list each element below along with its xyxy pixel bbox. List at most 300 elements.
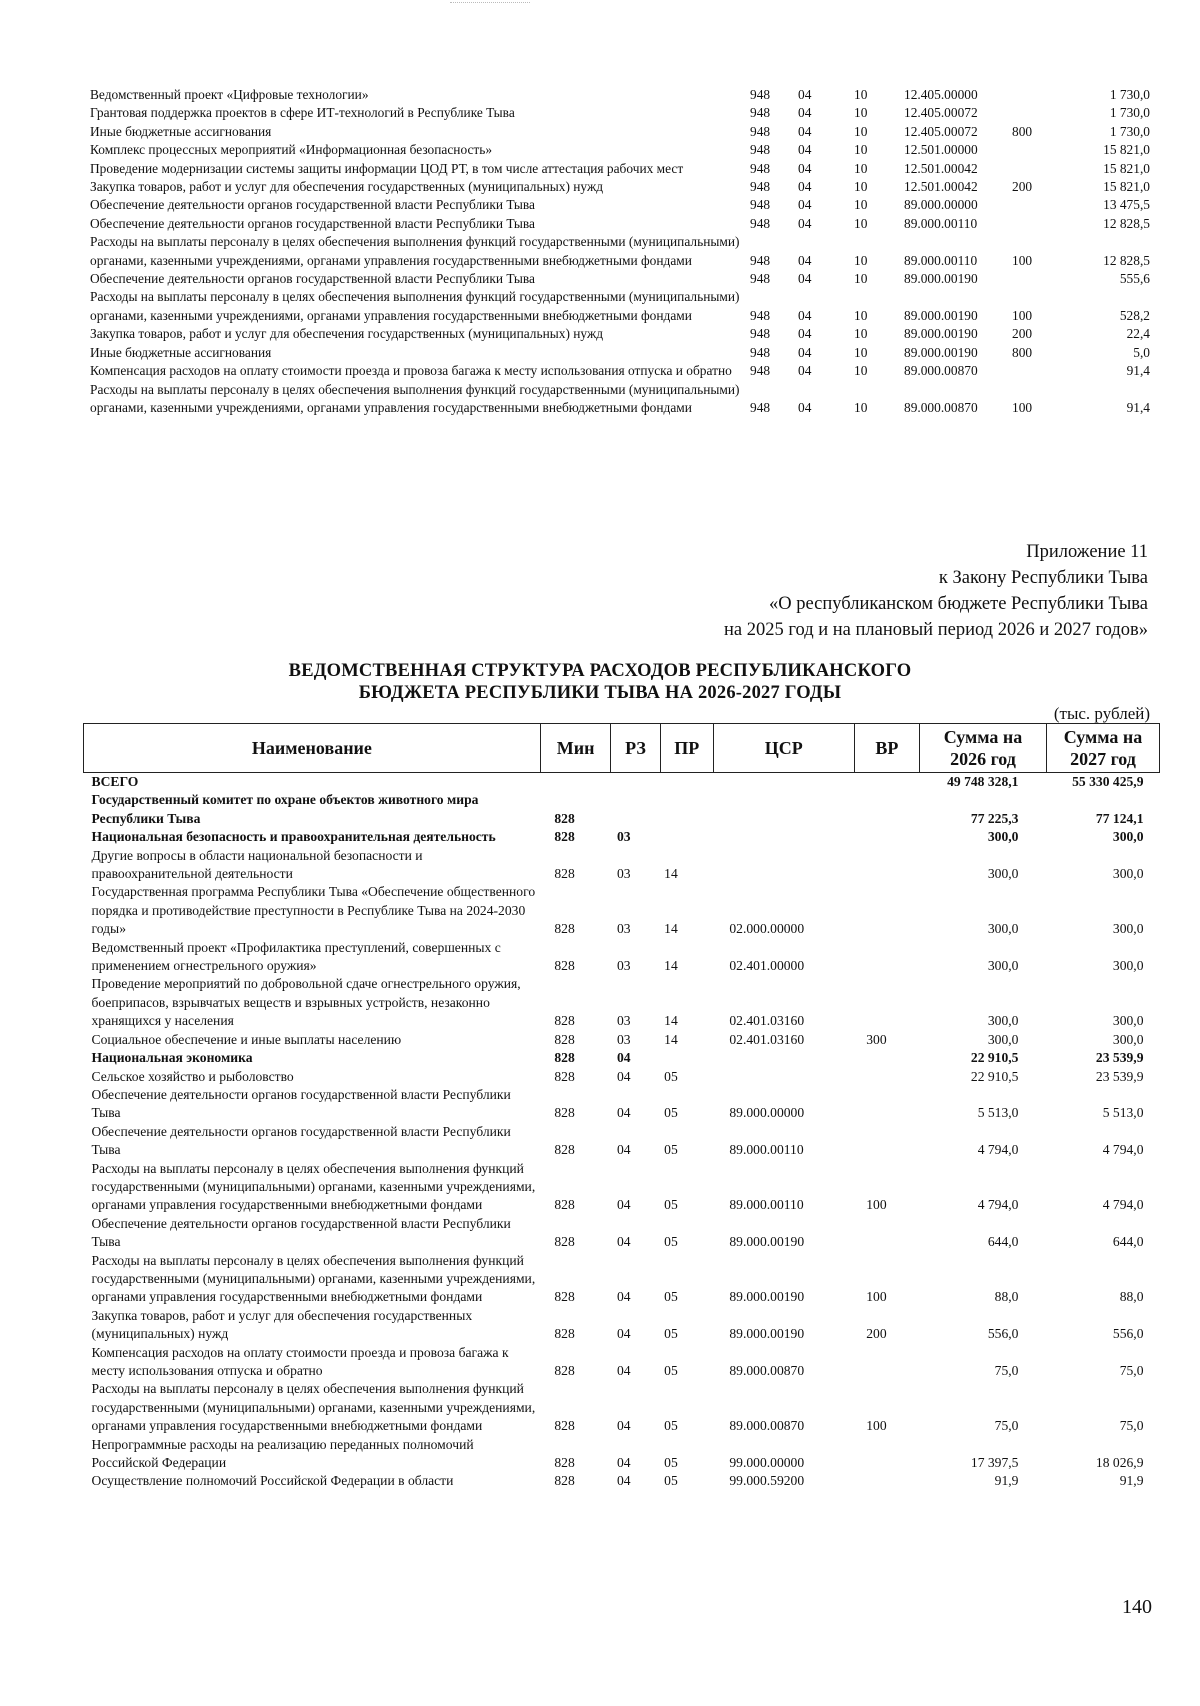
row-sum-2026: 5 513,0 [977, 1105, 1019, 1121]
row-min: 828 [554, 1455, 575, 1471]
header-csr: ЦСР [713, 724, 854, 773]
table-row [84, 1472, 1160, 1490]
table-row [84, 1344, 1160, 1381]
table-header-row [84, 724, 1160, 773]
row-sum: 1 730,0 [1109, 123, 1150, 139]
row-vr [854, 1215, 919, 1252]
row-pr: 10 [854, 123, 868, 139]
table-row [84, 1049, 1160, 1067]
table-row [84, 1215, 1160, 1252]
row-rz: 04 [616, 1363, 631, 1378]
scan-edge-mark [450, 2, 530, 5]
row-min: 828 [554, 1068, 575, 1084]
row-rz: 03 [616, 958, 631, 974]
row-vr [1012, 141, 1072, 159]
row-name: Социальное обеспечение и иные выплаты населению [91, 1031, 402, 1047]
row-vr: 800 [1012, 123, 1033, 139]
row-pr: 05 [664, 1473, 678, 1489]
table-row [84, 1252, 1160, 1307]
row-name: Расходы на выплаты персоналу в целях обеспечения выполнения функций государственными (муниципальными) органами, казенными учреждениями, органами управления государственными внебюджетными фондами [90, 289, 740, 323]
header-sum-2027: Сумма на 2027 год [1046, 724, 1159, 773]
row-vr [854, 1086, 919, 1123]
row-sum-2026: 4 794,0 [977, 1142, 1019, 1158]
row-sum-2027: 23 539,9 [1095, 1068, 1144, 1084]
row-vr [854, 1068, 919, 1086]
row-pr: 05 [664, 1455, 678, 1471]
row-sum-2026: 17 397,5 [970, 1455, 1019, 1471]
row-sum-2027: 644,0 [1112, 1234, 1144, 1250]
row-min: 948 [750, 307, 771, 323]
row-pr: 14 [664, 958, 678, 974]
row-csr: 89.000.00000 [904, 197, 978, 213]
row-csr [713, 828, 854, 846]
row-pr [660, 1049, 713, 1067]
row-name: Расходы на выплаты персоналу в целях обеспечения выполнения функций государственными (муниципальными) органами, казенными учреждениями, органами управления государственными внебюджетными фондами [90, 234, 740, 268]
row-rz: 04 [616, 1142, 631, 1158]
table-row [90, 362, 1150, 380]
table-row [90, 123, 1150, 141]
header-sum-2026: Сумма на 2026 год [920, 724, 1047, 773]
row-vr: 100 [1012, 252, 1033, 268]
row-name: Национальная экономика [91, 1050, 253, 1066]
row-rz: 04 [798, 179, 812, 195]
row-rz [611, 791, 660, 828]
row-rz: 04 [798, 215, 812, 231]
row-sum: 15 821,0 [1103, 160, 1150, 176]
row-sum-2026: 300,0 [987, 829, 1019, 845]
row-vr [1012, 104, 1072, 122]
table-row [90, 233, 1150, 270]
row-csr: 12.405.00000 [904, 87, 978, 102]
row-csr: 02.401.03160 [729, 1031, 805, 1047]
row-pr [660, 773, 713, 792]
row-pr: 10 [854, 215, 868, 231]
row-name: Непрограммные расходы на реализацию переданных полномочий Российской Федерации [91, 1436, 474, 1471]
row-min: 828 [554, 1363, 575, 1378]
table-row [84, 1086, 1160, 1123]
row-min: 948 [750, 252, 771, 268]
budget-table [83, 723, 1160, 1491]
row-pr: 10 [854, 271, 868, 287]
row-rz: 04 [798, 123, 812, 139]
row-sum: 1 730,0 [1109, 105, 1150, 121]
row-name: Компенсация расходов на оплату стоимости проезда и провоза багажа к месту использования отпуска и обратно [91, 1344, 509, 1378]
row-min: 948 [750, 271, 771, 287]
row-min: 828 [554, 1418, 575, 1434]
row-rz: 03 [616, 921, 631, 937]
row-csr: 12.405.00072 [904, 105, 978, 121]
row-pr: 14 [664, 921, 678, 937]
row-pr [660, 828, 713, 846]
row-pr: 05 [664, 1197, 678, 1213]
row-pr: 05 [664, 1418, 678, 1434]
row-min: 948 [750, 197, 771, 213]
row-csr: 99.000.59200 [729, 1473, 805, 1489]
row-min: 828 [554, 1197, 575, 1213]
row-rz: 04 [798, 307, 812, 323]
table-row [90, 196, 1150, 214]
table-row [90, 288, 1150, 325]
row-pr: 05 [664, 1234, 678, 1250]
row-vr: 300 [866, 1031, 887, 1047]
row-csr: 89.000.00110 [904, 252, 978, 268]
row-min: 828 [554, 1289, 575, 1305]
row-name: Ведомственный проект «Цифровые технологии» [90, 87, 369, 102]
row-rz: 04 [616, 1068, 631, 1084]
row-sum-2026: 49 748 328,1 [947, 774, 1019, 789]
units-label: (тыс. рублей) [1053, 704, 1150, 723]
row-sum: 5,0 [1133, 344, 1150, 360]
row-pr: 10 [854, 252, 868, 268]
row-vr: 200 [866, 1326, 887, 1342]
table-row [84, 1160, 1160, 1215]
row-name: Расходы на выплаты персоналу в целях обеспечения выполнения функций государственными (муниципальными) органами, казенными учреждениями, органами управления государственными внебюджетными фондами [90, 381, 740, 415]
row-pr: 14 [664, 866, 678, 882]
row-pr: 14 [664, 1031, 678, 1047]
row-name: Закупка товаров, работ и услуг для обеспечения государственных (муниципальных) нужд [90, 179, 604, 195]
row-csr: 02.000.00000 [729, 921, 805, 937]
row-pr: 14 [664, 1013, 678, 1029]
row-rz: 04 [616, 1105, 631, 1121]
row-rz: 04 [798, 105, 812, 121]
row-pr: 05 [664, 1068, 678, 1084]
row-name: Закупка товаров, работ и услуг для обеспечения государственных (муниципальных) нужд [90, 326, 604, 342]
row-pr [660, 791, 713, 828]
row-csr: 89.000.00110 [904, 215, 978, 231]
appendix-line-4: на 2025 год и на плановый период 2026 и 2027 годов» [724, 620, 1148, 640]
row-name: Сельское хозяйство и рыболовство [91, 1068, 294, 1084]
row-sum-2026: 556,0 [987, 1326, 1019, 1342]
row-pr: 05 [664, 1326, 678, 1342]
row-min: 828 [554, 1105, 575, 1121]
row-sum-2026: 300,0 [987, 958, 1019, 974]
row-min: 948 [750, 105, 771, 121]
row-sum: 15 821,0 [1103, 179, 1150, 195]
row-name: Обеспечение деятельности органов государственной власти Республики Тыва [90, 215, 535, 231]
row-csr: 99.000.00000 [729, 1455, 805, 1471]
row-min: 828 [554, 921, 575, 937]
row-sum-2026: 4 794,0 [977, 1197, 1019, 1213]
row-min: 828 [554, 810, 575, 826]
table-row [90, 141, 1150, 159]
row-vr: 200 [1012, 179, 1033, 195]
row-sum: 555,6 [1119, 271, 1150, 287]
table-row [90, 178, 1150, 196]
row-csr: 89.000.00190 [904, 271, 978, 287]
row-csr: 12.405.00072 [904, 123, 978, 139]
row-min: 948 [750, 399, 771, 415]
row-rz: 04 [798, 160, 812, 176]
row-name: Расходы на выплаты персоналу в целях обеспечения выполнения функций государственными (муниципальными) органами, казенными учреждениями, органами управления государственными внебюджетными фондами [91, 1160, 536, 1213]
row-name: Комплекс процессных мероприятий «Информационная безопасность» [90, 142, 493, 158]
row-csr: 89.000.00870 [729, 1418, 805, 1434]
row-vr [854, 847, 919, 884]
row-pr: 10 [854, 344, 868, 360]
row-pr: 05 [664, 1289, 678, 1305]
row-min: 948 [750, 363, 771, 379]
table-row [84, 1031, 1160, 1049]
row-pr: 10 [854, 326, 868, 342]
row-vr [854, 791, 919, 828]
table-row [90, 215, 1150, 233]
row-csr [713, 1068, 854, 1086]
row-pr: 10 [854, 197, 868, 213]
row-vr [854, 1472, 919, 1490]
row-csr: 89.000.00870 [904, 363, 978, 379]
row-vr: 200 [1012, 326, 1033, 342]
appendix-line-3: «О республиканском бюджете Республики Тыва [769, 594, 1148, 614]
row-rz: 04 [616, 1050, 631, 1066]
row-sum-2026: 75,0 [994, 1363, 1019, 1378]
row-rz: 04 [798, 142, 812, 158]
row-rz: 04 [616, 1418, 631, 1434]
header-rz: РЗ [611, 724, 660, 773]
row-csr [713, 847, 854, 884]
row-name: Проведение мероприятий по добровольной сдаче огнестрельного оружия, боеприпасов, взрывчатых веществ и взрывных устройств, незаконно хранящихся у населения [91, 976, 521, 1029]
row-sum-2027: 300,0 [1112, 958, 1144, 974]
row-vr: 100 [866, 1418, 887, 1434]
row-sum-2026: 300,0 [987, 1031, 1019, 1047]
row-csr: 89.000.00870 [904, 399, 978, 415]
row-sum-2026: 22 910,5 [970, 1068, 1019, 1084]
row-vr: 100 [866, 1197, 887, 1213]
table-row [84, 828, 1160, 846]
row-pr: 10 [854, 179, 868, 195]
row-pr: 10 [854, 142, 868, 158]
row-sum-2026: 77 225,3 [970, 810, 1019, 826]
row-name: Иные бюджетные ассигнования [90, 123, 272, 139]
row-csr [713, 773, 854, 792]
row-name: Расходы на выплаты персоналу в целях обеспечения выполнения функций государственными (муниципальными) органами, казенными учреждениями, органами управления государственными внебюджетными фондами [91, 1381, 536, 1434]
document-title [0, 660, 1200, 704]
row-rz: 04 [616, 1455, 631, 1471]
row-min: 828 [554, 958, 575, 974]
row-sum-2026: 88,0 [994, 1289, 1019, 1305]
row-min: 828 [554, 1234, 575, 1250]
row-name: Закупка товаров, работ и услуг для обеспечения государственных (муниципальных) нужд [91, 1307, 473, 1342]
row-vr [1012, 160, 1072, 178]
row-rz: 04 [798, 363, 812, 379]
row-csr: 89.000.00000 [729, 1105, 805, 1121]
row-min: 948 [750, 87, 771, 102]
table-row [84, 1307, 1160, 1344]
row-pr: 10 [854, 160, 868, 176]
row-rz: 04 [798, 399, 812, 415]
row-csr [713, 1049, 854, 1067]
title-line-1: ВЕДОМСТВЕННАЯ СТРУКТУРА РАСХОДОВ РЕСПУБЛИКАНСКОГО [288, 661, 912, 681]
row-min: 828 [554, 1050, 575, 1066]
row-pr: 10 [854, 363, 868, 379]
row-vr [854, 1436, 919, 1473]
row-name: Обеспечение деятельности органов государственной власти Республики Тыва [91, 1086, 511, 1121]
row-csr: 89.000.00190 [904, 344, 978, 360]
row-min: 828 [554, 1031, 575, 1047]
table-row [84, 1123, 1160, 1160]
row-sum-2027: 75,0 [1119, 1363, 1144, 1378]
appendix-reference [724, 539, 1148, 643]
header-pr: ПР [660, 724, 713, 773]
row-pr: 10 [854, 105, 868, 121]
table-row [84, 791, 1160, 828]
row-sum: 91,4 [1126, 399, 1150, 415]
row-min: 948 [750, 160, 771, 176]
table-row [90, 104, 1150, 122]
row-name: Обеспечение деятельности органов государственной власти Республики Тыва [91, 1123, 511, 1158]
row-rz: 04 [798, 271, 812, 287]
row-min: 948 [750, 326, 771, 342]
row-min: 828 [554, 866, 575, 882]
table-row [84, 1436, 1160, 1473]
row-min: 948 [750, 142, 771, 158]
table-row [84, 939, 1160, 976]
row-csr: 12.501.00000 [904, 142, 978, 158]
row-sum-2026: 75,0 [994, 1418, 1019, 1434]
row-sum-2027: 18 026,9 [1095, 1455, 1144, 1471]
row-vr: 100 [1012, 399, 1033, 415]
row-rz: 04 [616, 1289, 631, 1305]
row-rz: 04 [616, 1326, 631, 1342]
row-rz: 04 [616, 1197, 631, 1213]
row-sum-2027: 300,0 [1112, 1013, 1144, 1029]
row-vr [854, 828, 919, 846]
row-sum-2027: 300,0 [1112, 829, 1144, 845]
row-rz: 03 [616, 1013, 631, 1029]
row-vr [1012, 196, 1072, 214]
row-csr: 12.501.00042 [904, 179, 978, 195]
row-sum-2027: 88,0 [1119, 1289, 1144, 1305]
row-name: Осуществление полномочий Российской Федерации в области [91, 1473, 454, 1489]
row-vr [854, 773, 919, 792]
row-name: Проведение модернизации системы защиты информации ЦОД РТ, в том числе аттестация рабочих мест [90, 160, 684, 176]
row-name: Компенсация расходов на оплату стоимости проезда и провоза багажа к месту использования отпуска и обратно [90, 363, 732, 379]
row-name: Ведомственный проект «Профилактика преступлений, совершенных с применением огнестрельного оружия» [91, 939, 501, 974]
row-name: Обеспечение деятельности органов государственной власти Республики Тыва [90, 271, 535, 287]
row-vr [854, 1049, 919, 1067]
appendix-line-2: к Закону Республики Тыва [938, 568, 1148, 588]
row-sum: 91,4 [1126, 363, 1150, 379]
row-csr: 89.000.00870 [729, 1363, 805, 1378]
table-row [90, 344, 1150, 362]
row-pr: 05 [664, 1105, 678, 1121]
row-sum-2027: 4 794,0 [1102, 1197, 1144, 1213]
table-row [84, 1380, 1160, 1435]
row-name: Грантовая поддержка проектов в сфере ИТ-технологий в Республике Тыва [90, 105, 515, 121]
row-min: 948 [750, 123, 771, 139]
row-csr: 02.401.03160 [729, 1013, 805, 1029]
row-sum-2027: 4 794,0 [1102, 1142, 1144, 1158]
row-name: Национальная безопасность и правоохранительная деятельность [91, 829, 496, 845]
row-name: Другие вопросы в области национальной безопасности и правоохранительной деятельности [91, 847, 423, 882]
row-csr: 89.000.00190 [904, 307, 978, 323]
row-csr: 12.501.00042 [904, 160, 978, 176]
row-rz: 03 [616, 1031, 631, 1047]
row-rz: 04 [798, 252, 812, 268]
row-pr: 05 [664, 1142, 678, 1158]
row-vr: 100 [866, 1289, 887, 1305]
table-row [90, 381, 1150, 418]
continuation-table [90, 86, 1150, 417]
row-sum-2026: 644,0 [987, 1234, 1019, 1250]
row-name: Обеспечение деятельности органов государственной власти Республики Тыва [91, 1215, 511, 1250]
row-rz: 04 [798, 326, 812, 342]
row-vr [1012, 362, 1072, 380]
row-sum-2027: 55 330 425,9 [1072, 774, 1144, 789]
row-sum-2026: 300,0 [987, 1013, 1019, 1029]
table-row [90, 325, 1150, 343]
row-csr: 89.000.00190 [729, 1326, 805, 1342]
row-csr: 89.000.00110 [729, 1142, 804, 1158]
row-csr: 89.000.00190 [904, 326, 978, 342]
row-vr [854, 883, 919, 938]
row-sum: 15 821,0 [1103, 142, 1150, 158]
row-csr: 89.000.00110 [729, 1197, 804, 1213]
row-vr [854, 1123, 919, 1160]
row-sum: 22,4 [1126, 326, 1150, 342]
table-row [84, 847, 1160, 884]
row-sum-2027: 75,0 [1119, 1418, 1144, 1434]
row-csr: 89.000.00190 [729, 1289, 805, 1305]
row-sum-2026: 300,0 [987, 921, 1019, 937]
appendix-line-1: Приложение 11 [1026, 542, 1148, 562]
row-sum-2027: 23 539,9 [1095, 1050, 1144, 1066]
table-row [84, 1068, 1160, 1086]
row-pr: 10 [854, 307, 868, 323]
row-sum-2027: 556,0 [1112, 1326, 1144, 1342]
table-row [84, 773, 1160, 792]
row-vr: 800 [1012, 344, 1033, 360]
row-min: 948 [750, 179, 771, 195]
row-min: 948 [750, 344, 771, 360]
table-row [90, 86, 1150, 104]
row-sum: 13 475,5 [1103, 197, 1150, 213]
row-sum-2027: 300,0 [1112, 866, 1144, 882]
table-row [84, 975, 1160, 1030]
row-sum: 12 828,5 [1103, 215, 1150, 231]
row-rz: 04 [798, 87, 812, 102]
row-sum: 528,2 [1119, 307, 1150, 323]
row-rz: 04 [798, 344, 812, 360]
row-vr [854, 1344, 919, 1381]
row-sum-2027: 5 513,0 [1102, 1105, 1144, 1121]
row-rz: 04 [616, 1473, 631, 1489]
row-name: Обеспечение деятельности органов государственной власти Республики Тыва [90, 197, 535, 213]
row-csr: 02.401.00000 [729, 958, 805, 974]
row-sum-2027: 300,0 [1112, 1031, 1144, 1047]
table-row [90, 270, 1150, 288]
row-sum-2026: 300,0 [987, 866, 1019, 882]
table-row [90, 160, 1150, 178]
row-vr [1012, 215, 1072, 233]
row-name: Государственный комитет по охране объектов животного мира Республики Тыва [91, 792, 479, 826]
row-name: Расходы на выплаты персоналу в целях обеспечения выполнения функций государственными (муниципальными) органами, казенными учреждениями, органами управления государственными внебюджетными фондами [91, 1252, 536, 1305]
row-sum-2027: 91,9 [1119, 1473, 1144, 1489]
row-vr [1012, 86, 1072, 104]
row-sum-2027: 300,0 [1112, 921, 1144, 937]
row-rz: 03 [616, 866, 631, 882]
row-sum-2026: 91,9 [994, 1473, 1019, 1489]
row-min: 828 [554, 1013, 575, 1029]
row-vr [854, 975, 919, 1030]
row-pr: 05 [664, 1363, 678, 1378]
row-rz: 03 [616, 829, 631, 845]
row-pr: 10 [854, 399, 868, 415]
row-min: 828 [554, 1326, 575, 1342]
row-rz [611, 773, 660, 792]
row-name: ВСЕГО [91, 774, 139, 789]
row-vr: 100 [1012, 307, 1033, 323]
row-sum-2026: 22 910,5 [970, 1050, 1019, 1066]
row-sum-2027: 77 124,1 [1095, 810, 1144, 826]
